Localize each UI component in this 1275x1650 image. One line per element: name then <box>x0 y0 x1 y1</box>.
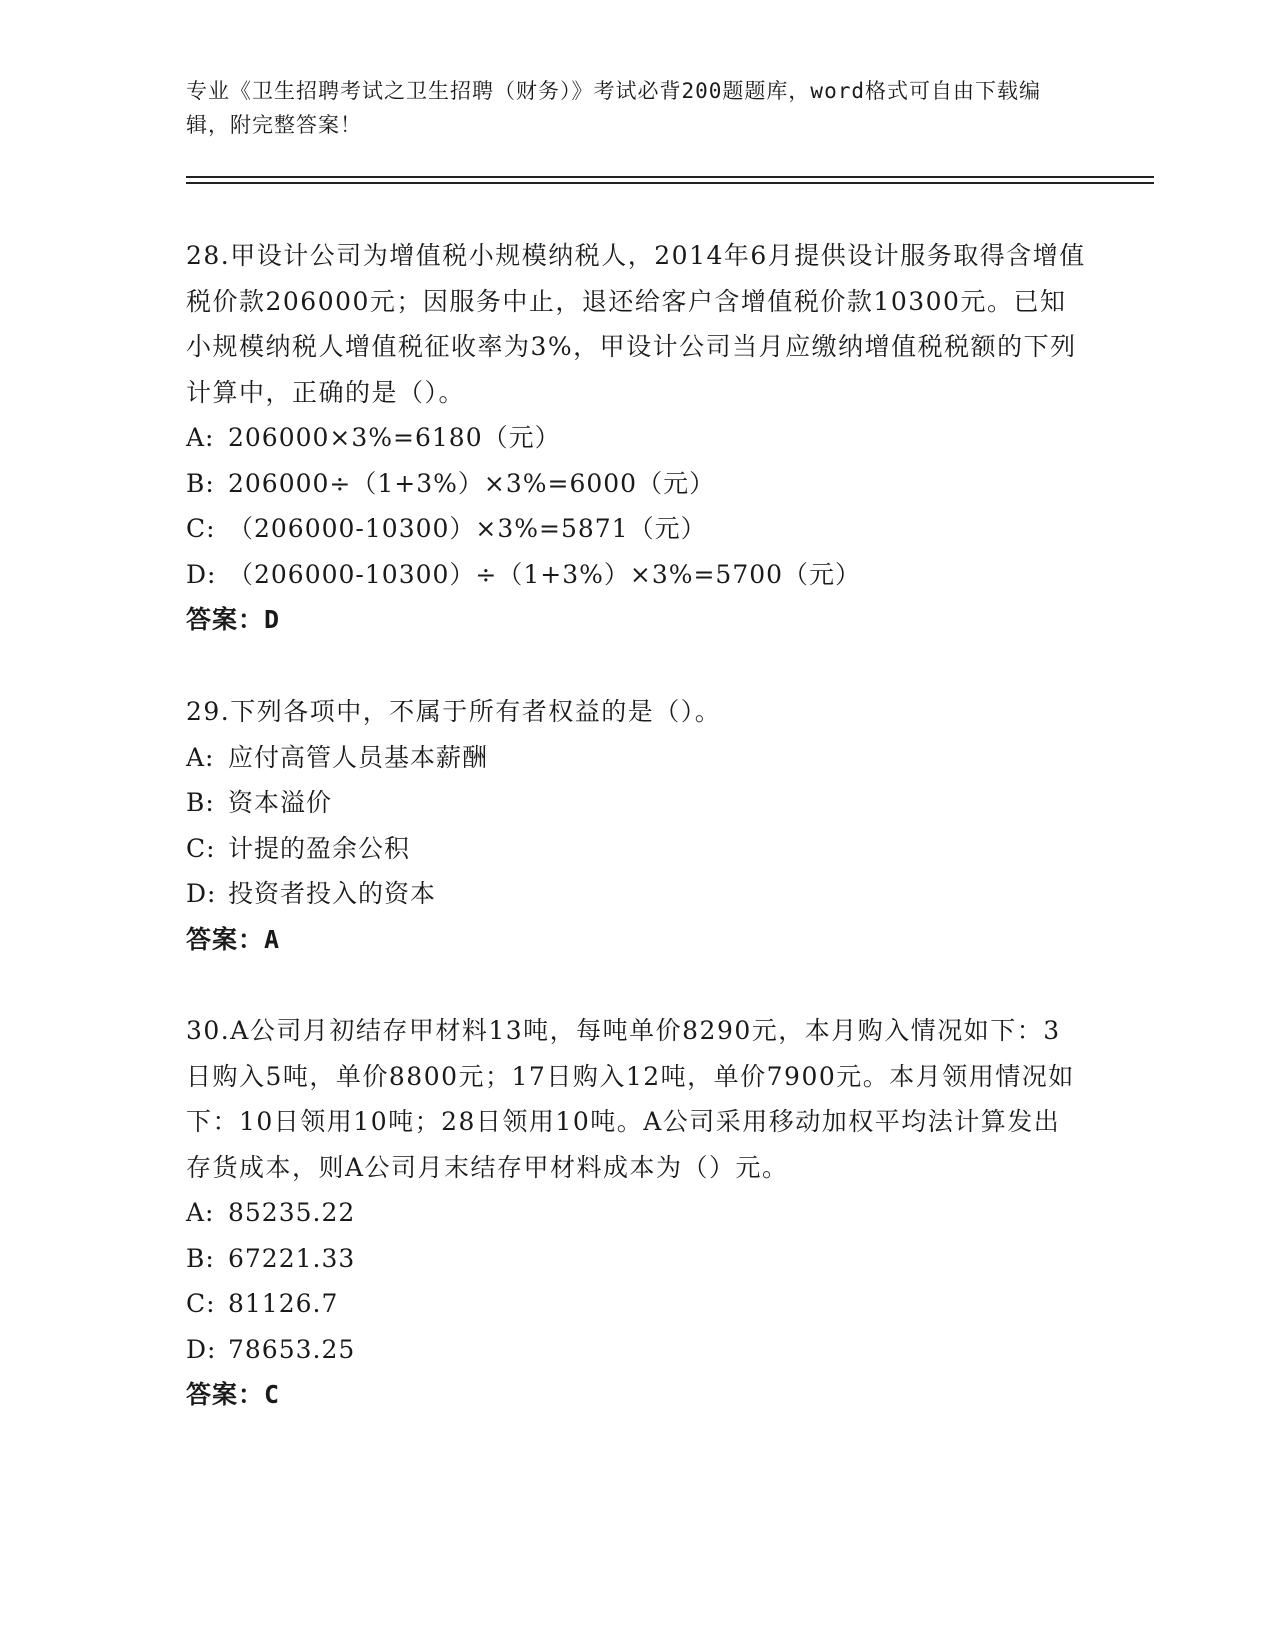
option-a <box>186 735 1086 781</box>
answer: 答案：C <box>186 1380 281 1409</box>
question-28 <box>186 233 1086 643</box>
option-letter: C: <box>186 1289 216 1318</box>
question-stem <box>186 1008 1086 1190</box>
option-b <box>186 780 1086 826</box>
option-b <box>186 461 1086 507</box>
option-a <box>186 1190 1086 1236</box>
question-number: 29. <box>186 697 231 726</box>
answer: 答案：A <box>186 924 281 954</box>
option-text: 85235.22 <box>228 1198 356 1227</box>
option-letter: A: <box>186 742 215 772</box>
answer: 答案：D <box>186 605 281 634</box>
question-stem <box>186 233 1086 415</box>
option-c <box>186 826 1086 872</box>
option-text: 78653.25 <box>228 1334 356 1364</box>
option-letter: A: <box>186 1198 215 1227</box>
option-text: （206000-10300）×3%=5871（元） <box>228 514 707 543</box>
question-text: 甲设计公司为增值税小规模纳税人，2014年6月提供设计服务取得含增值税价款206000元；因服务中止，退还给客户含增值税价款10300元。已知小规模纳税人增值税征收率为3%，甲设计公司当月应缴纳增值税税额的下列计算中，正确的是（）。 <box>186 241 1086 407</box>
question-stem <box>186 689 1086 735</box>
option-a <box>186 415 1086 461</box>
option-text: 206000×3%=6180（元） <box>228 423 561 452</box>
option-d <box>186 552 1086 598</box>
option-letter: D: <box>186 559 217 589</box>
option-text: 资本溢价 <box>228 788 333 817</box>
option-letter: B: <box>186 468 215 498</box>
option-letter: B: <box>186 1243 215 1273</box>
option-text: （206000-10300）÷（1+3%）×3%=5700（元） <box>228 559 862 589</box>
option-letter: D: <box>186 879 217 908</box>
question-text: A公司月初结存甲材料13吨，每吨单价8290元，本月购入情况如下：3日购入5吨，单价8800元；17日购入12吨，单价7900元。本月领用情况如下：10日领用10吨；28日领用10吨。A公司采用移动加权平均法计算发出存货成本，则A公司月末结存甲材料成本为（）元。 <box>186 1016 1075 1182</box>
question-text: 下列各项中，不属于所有者权益的是（）。 <box>230 697 722 726</box>
option-text: 投资者投入的资本 <box>228 879 437 908</box>
header-divider-top <box>186 176 1154 178</box>
option-c <box>186 506 1086 552</box>
option-text: 81126.7 <box>228 1289 339 1318</box>
option-c <box>186 1281 1086 1327</box>
option-letter: C: <box>186 833 216 863</box>
question-number: 30. <box>186 1016 231 1045</box>
document-header: 专业《卫生招聘考试之卫生招聘（财务）》考试必背200题题库，word格式可自由下载编辑，附完整答案！ <box>186 79 1041 137</box>
question-30 <box>186 1008 1086 1418</box>
option-b <box>186 1236 1086 1282</box>
option-letter: C: <box>186 514 216 543</box>
option-text: 计提的盈余公积 <box>228 833 411 863</box>
option-d <box>186 871 1086 917</box>
option-letter: A: <box>186 423 215 452</box>
option-text: 67221.33 <box>228 1243 356 1273</box>
option-d <box>186 1327 1086 1373</box>
question-number: 28. <box>186 241 231 270</box>
question-29 <box>186 689 1086 962</box>
header-divider-bottom <box>186 182 1154 184</box>
option-letter: D: <box>186 1334 217 1364</box>
option-text: 206000÷（1+3%）×3%=6000（元） <box>228 468 716 498</box>
option-text: 应付高管人员基本薪酬 <box>228 742 489 772</box>
option-letter: B: <box>186 788 215 817</box>
